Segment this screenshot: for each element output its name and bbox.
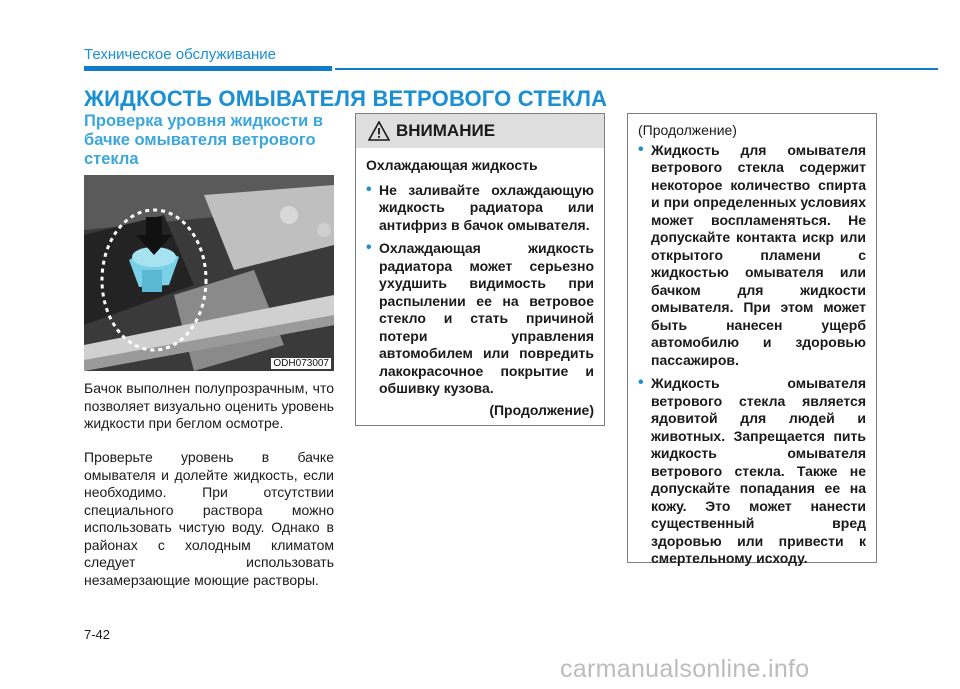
- bullet-icon: •: [638, 140, 644, 158]
- continuation-item: • Жидкость омывателя ветрового стекла является ядовитой для людей и животных. Запрещается пить жидкость омывателя ветрового стекла. Также не допускайте попадания ее на кожу. Это может нанести существенный вред здоровью или привести к смертельному исходу.: [638, 374, 866, 566]
- running-header: Техническое обслуживание: [84, 46, 276, 63]
- warning-header: [356, 114, 604, 148]
- warning-triangle-icon: [368, 121, 390, 141]
- subheading: Проверка уровня жидкости в бачке омывателя ветрового стекла: [84, 112, 324, 168]
- body-paragraph-2: Проверьте уровень в бачке омывателя и долейте жидкость, если необходимо. При отсутствии специального раствора можно использовать чистую воду. Однако в районах с холодным климатом следует использовать незамерзающие моющие растворы.: [84, 449, 334, 588]
- header-rule-thin: [335, 68, 938, 70]
- header-rule-thick: [84, 66, 332, 71]
- engine-bay-illustration: [84, 175, 334, 371]
- bullet-icon: •: [366, 180, 372, 198]
- warning-item: • Не заливайте охлаждающую жидкость радиатора или антифриз в бачок омывателя.: [366, 180, 594, 233]
- bullet-icon: •: [638, 374, 644, 391]
- page-number: 7-42: [84, 627, 111, 642]
- continuation-item: • Жидкость для омывателя ветрового стекла содержит некоторое количество спирта и при определенных условиях может воспламеняться. Не допускайте контакта искр или открытого пламени с жидкостью омывателя или бачком для жидкости омывателя. При этом может быть нанесен ущерб автомобилю и здоровью пассажиров.: [638, 140, 866, 368]
- continuation-heading: (Продолжение): [638, 122, 737, 138]
- watermark: carmanualsonline.info: [560, 655, 810, 683]
- section-title: ЖИДКОСТЬ ОМЫВАТЕЛЯ ВЕТРОВОГО СТЕКЛА: [84, 86, 608, 111]
- washer-reservoir-figure: [84, 175, 334, 371]
- figure-code: ODH073007: [273, 358, 329, 369]
- continued-label: (Продолжение): [489, 401, 594, 418]
- warning-item: • Охлаждающая жидкость радиатора может серьезно ухудшить видимость при распылении ее на ветровое стекло и стать причиной потери управления автомобилем или повредить лакокрасочное покрытие и обшивку кузова.: [366, 239, 594, 396]
- warning-continuation-box: [627, 113, 877, 566]
- warning-box: [355, 113, 605, 426]
- warning-subheading: Охлаждающая жидкость: [366, 157, 538, 173]
- warning-title: ВНИМАНИЕ: [396, 121, 496, 140]
- bullet-icon: •: [366, 239, 372, 256]
- body-paragraph-1: Бачок выполнен полупрозрачным, что позволяет визуально оценить уровень жидкости при беглом осмотре.: [84, 380, 334, 431]
